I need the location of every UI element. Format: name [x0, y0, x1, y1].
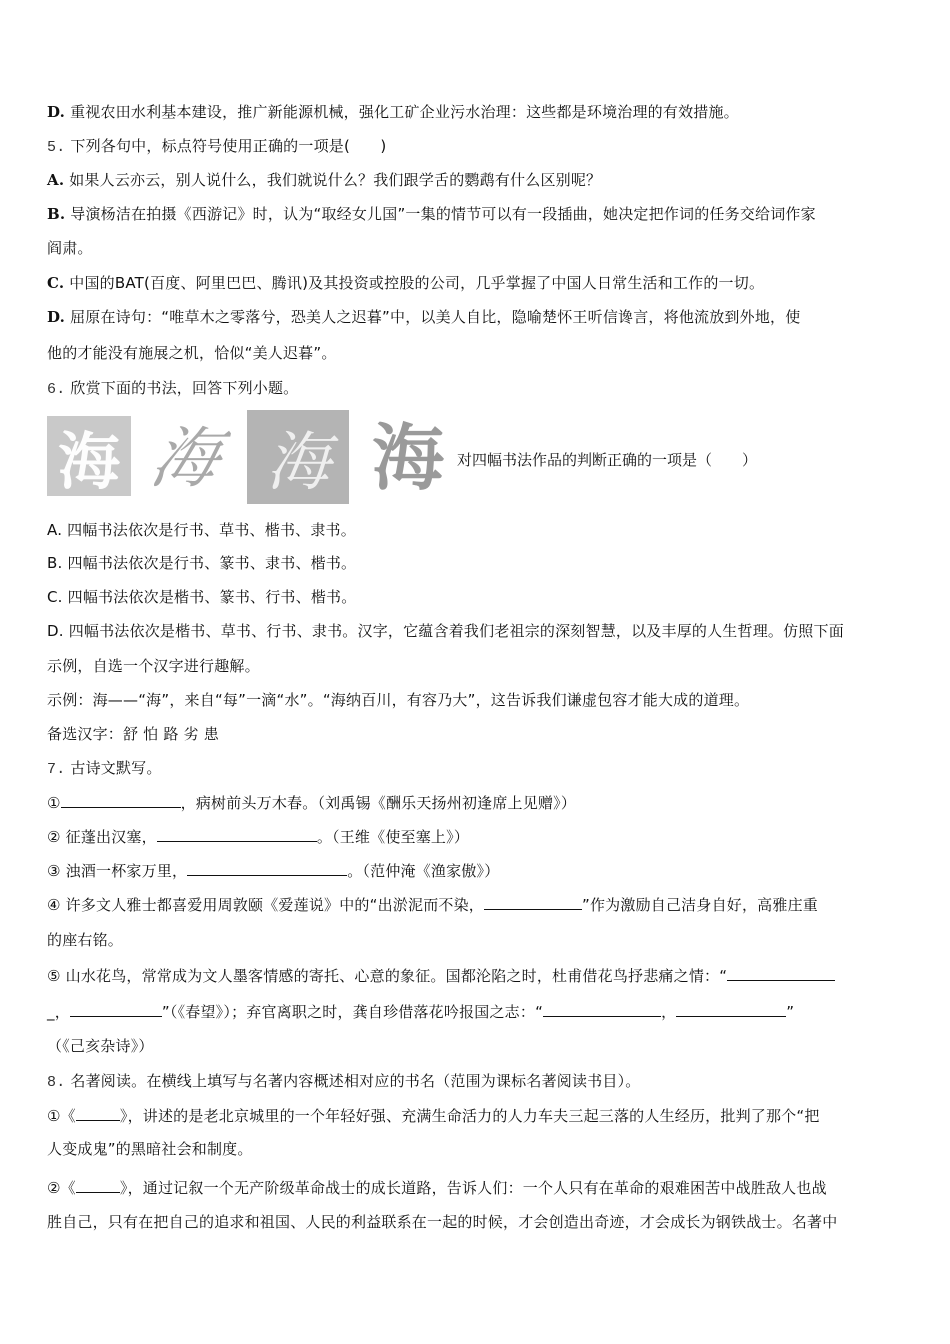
item-text: ”作为激励自己洁身自好，高雅庄重: [582, 896, 818, 914]
option-text: 四幅书法依次是楷书、篆书、行书、楷书。: [67, 588, 357, 606]
item-text: ”: [786, 1003, 795, 1021]
q5-option-b-cont: [47, 238, 93, 258]
q6-continuation: 示例，自选一个汉字进行趣解。: [47, 657, 260, 675]
option-label: B.: [47, 554, 63, 572]
item-text: _，: [47, 1003, 70, 1021]
calligraphy-images: [47, 408, 467, 498]
answer-blank[interactable]: [543, 1000, 661, 1017]
option-text: 四幅书法依次是行书、篆书、隶书、楷书。: [67, 554, 357, 572]
item-text: 征蓬出汉塞，: [65, 828, 157, 846]
item-text: 山水花鸟，常常成为文人墨客情感的寄托、心意的象征。国都沦陷之时，杜甫借花鸟抒悲痛之情：“: [65, 967, 728, 985]
q7-item-1: [47, 791, 576, 811]
item-text: 许多文人雅士都喜爱用周敦颐《爱莲说》中的“出淤泥而不染，: [65, 896, 484, 914]
q6-sub-question: 对四幅书法作品的判断正确的一项是（ ）: [457, 451, 758, 469]
q8-item-2-cont: 胜自己，只有在把自己的追求和祖国、人民的利益联系在一起的时候，才会创造出奇迹，才会成长为钢铁战士。名著中: [47, 1213, 838, 1231]
option-text: 如果人云亦云，别人说什么，我们就说什么？我们跟学舌的鹦鹉有什么区别呢？: [69, 171, 602, 189]
item-text: 浊酒一杯家万里，: [65, 862, 188, 880]
question-text: 欣赏下面的书法，回答下列小题。: [70, 379, 299, 397]
question-text: 古诗文默写。: [70, 759, 162, 777]
q6-option-c: [47, 587, 356, 607]
item-text: ，讲述的是老北京城里的一个年轻好强、充满生命活力的人力车夫三起三落的人生经历，批判了那个“把: [127, 1107, 820, 1125]
q8-item-1-cont: 人变成鬼”的黑暗社会和制度。: [47, 1140, 253, 1158]
question-number: 7.: [47, 761, 66, 778]
book-title-blank[interactable]: [76, 1104, 120, 1121]
q6-option-b: [47, 553, 356, 573]
question-number: 8.: [47, 1074, 66, 1091]
option-text: 屈原在诗句：“唯草木之零落兮，恐美人之迟暮”中，以美人自比，隐喻楚怀王听信谗言，将他流放到外地，使: [70, 308, 801, 326]
option-text: 阎肃。: [47, 239, 93, 257]
q7-item-5-cont: [47, 1000, 794, 1020]
q8-item-2: [47, 1176, 827, 1196]
answer-blank[interactable]: [484, 893, 582, 910]
item-marker: ①: [47, 794, 61, 812]
item-marker-close: 》: [119, 1179, 128, 1197]
option-label: D.: [47, 308, 66, 326]
item-marker: ③: [47, 862, 61, 880]
q6-candidates: [47, 724, 219, 744]
option-text: 他的才能没有施展之机，恰似“美人迟暮”。: [47, 344, 337, 362]
q5-option-b: [47, 204, 816, 224]
q6-option-a: [47, 520, 356, 540]
option-label: C.: [47, 588, 63, 606]
item-text: ，病树前头万木春。（刘禹锡《酬乐天扬州初逢席上见赠》）: [180, 794, 577, 812]
option-label: D.: [47, 103, 66, 121]
option-text: 四幅书法依次是楷书、草书、行书、隶书。汉字，它蕴含着我们老祖宗的深刻智慧，以及丰厚的人生哲理。仿照下面: [68, 622, 844, 640]
option-label: A.: [47, 521, 63, 539]
q7-item-4: [47, 893, 818, 913]
option-text: 四幅书法依次是行书、草书、楷书、隶书。: [67, 521, 356, 539]
option-text: 导演杨洁在拍摄《西游记》时，认为“取经女儿国”一集的情节可以有一段插曲，她决定把作词的任务交给词作家: [70, 205, 816, 223]
q7-stem: [47, 758, 162, 778]
q5-option-c: [47, 273, 764, 293]
answer-blank[interactable]: [157, 825, 317, 842]
item-text: 。（范仲淹《渔家傲》）: [347, 862, 500, 880]
item-text: ，: [661, 1003, 677, 1021]
q7-item-5-source: （《己亥杂诗》）: [47, 1037, 154, 1055]
item-marker: ⑤: [47, 967, 61, 985]
question-number: 5.: [47, 139, 66, 156]
q8-item-1: [47, 1104, 820, 1124]
q5-stem: [47, 136, 386, 156]
option-label: C.: [47, 274, 65, 292]
q7-item-3: [47, 859, 499, 879]
item-text: ，通过记叙一个无产阶级革命战士的成长道路，告诉人们：一个人只有在革命的艰难困苦中战胜敌人也战: [127, 1179, 827, 1197]
q6-stem: [47, 378, 298, 398]
item-marker: ①《: [47, 1107, 76, 1125]
question-text: 下列各句中，标点符号使用正确的一项是( ): [70, 137, 387, 155]
item-marker: ②: [47, 828, 61, 846]
calligraphy-image-lishu: 海: [371, 416, 444, 496]
option-text: 中国的BAT(百度、阿里巴巴、腾讯)及其投资或控股的公司，几乎掌握了中国人日常生活和工作的一切。: [69, 274, 765, 292]
q8-stem: [47, 1071, 640, 1091]
answer-blank[interactable]: [61, 791, 181, 808]
item-text: ”（《春望》）；弃官离职之时，龚自珍借落花吟报国之志：“: [161, 1003, 544, 1021]
q5-option-a: [47, 170, 601, 190]
answer-blank[interactable]: [187, 859, 347, 876]
candidates-list: 舒 怕 路 劣 患: [123, 725, 219, 743]
q7-item-5: [47, 964, 835, 984]
q5-option-d-cont: [47, 343, 337, 363]
q7-item-2: [47, 825, 469, 845]
answer-blank[interactable]: [70, 1000, 162, 1017]
book-title-blank[interactable]: [76, 1176, 120, 1193]
q5-option-d: [47, 307, 800, 327]
question-text: 名著阅读。在横线上填写与名著内容概述相对应的书名（范围为课标名著阅读书目）。: [70, 1072, 641, 1090]
option-label: D.: [47, 622, 64, 640]
item-marker: ④: [47, 896, 61, 914]
option-label: A.: [47, 171, 65, 189]
q6-example: 示例：海——“海”，来自“每”一滴“水”。“海纳百川，有容乃大”，这告诉我们谦虚包容才能大成的道理。: [47, 691, 750, 709]
item-marker-close: 》: [119, 1107, 128, 1125]
option-text: 重视农田水利基本建设，推广新能源机械，强化工矿企业污水治理：这些都是环境治理的有效措施。: [70, 103, 739, 121]
item-marker: ②《: [47, 1179, 76, 1197]
question-number: 6.: [47, 381, 66, 398]
answer-blank[interactable]: [676, 1000, 786, 1017]
calligraphy-image-caoshu: 海: [144, 419, 227, 496]
calligraphy-image-xingshu: 海: [247, 410, 349, 504]
q4-option-d: [47, 102, 739, 122]
option-label: B.: [47, 205, 66, 223]
calligraphy-image-kaishu: 海: [47, 416, 131, 496]
candidates-label: 备选汉字：: [47, 725, 124, 743]
answer-blank[interactable]: [727, 964, 835, 981]
q7-item-4-cont: 的座右铭。: [47, 931, 124, 949]
item-text: 。（王维《使至塞上》）: [316, 828, 470, 846]
q6-option-d: [47, 621, 844, 641]
